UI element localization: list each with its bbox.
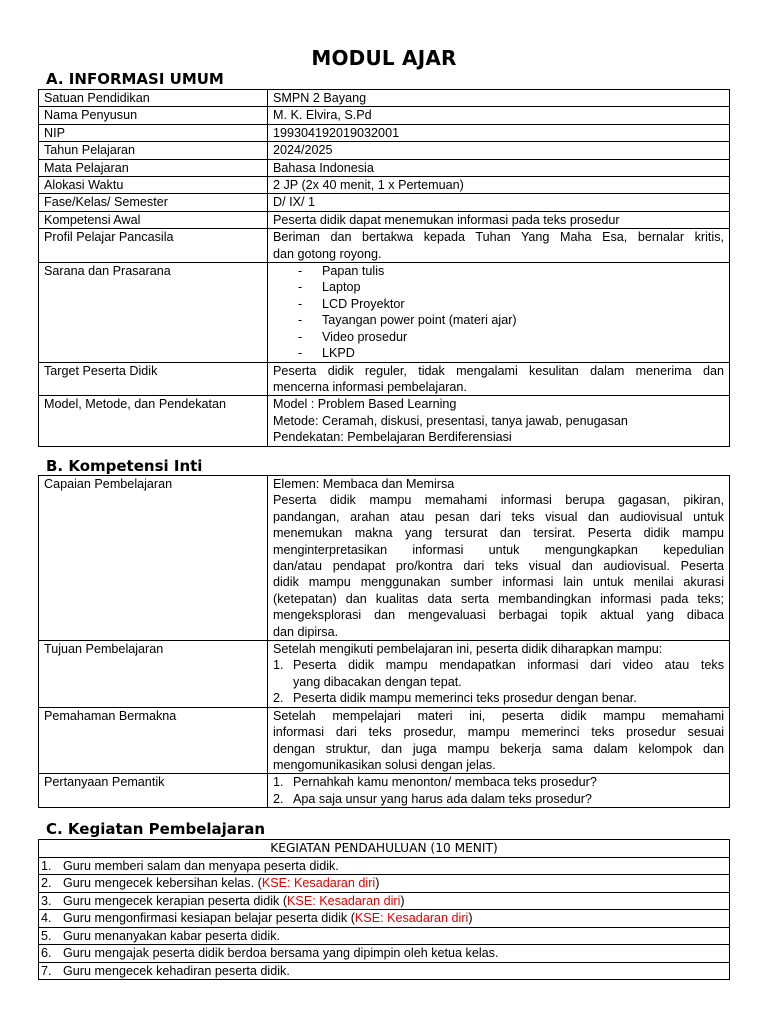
document-title: MODUL AJAR: [311, 46, 457, 70]
target-value: [268, 362, 730, 396]
table-row: [39, 142, 730, 159]
elemen-line: Elemen: Membaca dan Memirsa: [273, 477, 455, 491]
pemahaman-value: [268, 707, 730, 774]
dash-bullet: -: [298, 296, 303, 311]
table-header-row: [39, 840, 730, 858]
dash-bullet: -: [298, 329, 303, 344]
informasi-umum-table: [38, 89, 730, 447]
model-label: Model, Metode, dan Pendekatan: [39, 396, 268, 446]
table-row: [39, 641, 730, 708]
item-number: 2.: [273, 791, 284, 806]
capaian-line: dan/atau pendapat pro/kontra dari teks visual dan audiovisual. Peserta: [273, 559, 724, 574]
list-item: [273, 791, 724, 807]
sarana-label: Sarana dan Prasarana: [39, 263, 268, 362]
table-row: [39, 892, 730, 910]
capaian-label: Capaian Pembelajaran: [39, 476, 268, 641]
kompetensi-inti-table: [38, 475, 730, 808]
row-label: Alokasi Waktu: [39, 177, 268, 194]
table-row: [39, 124, 730, 141]
list-item-text: Laptop: [322, 280, 361, 295]
profil-value: [268, 229, 730, 263]
pertanyaan-value: [268, 774, 730, 808]
pemahaman-line: informasi dari teks prosedur, mampu memerinci teks prosedur sesuai: [273, 725, 724, 740]
list-item: [273, 329, 724, 345]
capaian-line: menemukan makna yang tersurat dan tersirat. Peserta didik mampu: [273, 526, 724, 541]
row-value: Peserta didik dapat menemukan informasi pada teks prosedur: [268, 211, 730, 228]
sarana-list: [273, 263, 724, 361]
pertanyaan-label: Pertanyaan Pemantik: [39, 774, 268, 808]
section-a-heading: A. INFORMASI UMUM: [46, 70, 224, 88]
item-number: 1.: [273, 775, 284, 790]
pemahaman-line: Setelah mempelajari materi ini, peserta didik mampu memahami: [273, 708, 724, 723]
item-text: Guru menanyakan kabar peserta didik.: [63, 928, 281, 943]
row-label: Fase/Kelas/ Semester: [39, 194, 268, 211]
capaian-line: menginterpretasikan informasi untuk mengungkapkan kepedulian: [273, 542, 724, 557]
target-label: Target Peserta Didik: [39, 362, 268, 396]
list-item-text: LKPD: [322, 346, 355, 361]
row-value: 199304192019032001: [268, 124, 730, 141]
table-row: [39, 90, 730, 107]
item-number: 6.: [41, 946, 52, 960]
item-line: yang dibacakan dengan tepat.: [293, 674, 462, 689]
row-value: SMPN 2 Bayang: [268, 90, 730, 107]
item-text: Guru mengecek kebersihan kelas. (: [63, 876, 262, 890]
capaian-line: pandangan, arahan atau pesan dari teks visual dan audiovisual untuk: [273, 509, 724, 524]
table-row: [39, 927, 730, 945]
row-value: D/ IX/ 1: [268, 194, 730, 211]
pemahaman-label: Pemahaman Bermakna: [39, 707, 268, 774]
table-row: [39, 910, 730, 928]
item-number: 1.: [273, 658, 284, 673]
table-row: [39, 945, 730, 963]
table-row: [39, 229, 730, 263]
capaian-line: dan dipirsa.: [273, 624, 339, 639]
row-value: 2 JP (2x 40 menit, 1 x Pertemuan): [268, 177, 730, 194]
close-paren: ): [400, 893, 405, 908]
list-item: [273, 279, 724, 295]
tujuan-label: Tujuan Pembelajaran: [39, 641, 268, 708]
item-text: Guru mengecek kerapian peserta didik (: [63, 893, 288, 908]
item-number: 1.: [41, 858, 52, 873]
capaian-value: [268, 476, 730, 641]
kse-tag: KSE: Kesadaran diri: [287, 893, 401, 908]
list-item: [273, 657, 724, 690]
profil-line: Beriman dan bertakwa kepada Tuhan Yang Maha Esa, bernalar kritis,: [273, 230, 724, 245]
row-label: NIP: [39, 124, 268, 141]
section-b-heading: B. Kompetensi Inti: [46, 457, 203, 475]
item-number: 2.: [41, 876, 52, 890]
row-label: Satuan Pendidikan: [39, 90, 268, 107]
row-value: 2024/2025: [268, 142, 730, 159]
item-text: Apa saja unsur yang harus ada dalam teks prosedur?: [293, 791, 592, 806]
profil-label: Profil Pelajar Pancasila: [39, 229, 268, 263]
row-label: Mata Pelajaran: [39, 159, 268, 176]
table-row: [39, 362, 730, 396]
table-row: [39, 962, 730, 980]
item-text: Guru memberi salam dan menyapa peserta didik.: [63, 858, 339, 873]
row-label: Tahun Pelajaran: [39, 142, 268, 159]
metode-line: Metode: Ceramah, diskusi, presentasi, tanya jawab, penugasan: [273, 413, 628, 428]
close-paren: ): [468, 911, 473, 925]
kse-tag: KSE: Kesadaran diri: [354, 911, 469, 925]
close-paren: ): [375, 876, 380, 890]
table-row: [39, 396, 730, 446]
model-line: Model : Problem Based Learning: [273, 397, 457, 412]
table-row: [39, 857, 730, 875]
tujuan-value: [268, 641, 730, 708]
table-row: [39, 177, 730, 194]
pemahaman-line: mengomunikasikan solusi dengan jelas.: [273, 757, 496, 772]
item-number: 7.: [41, 963, 52, 978]
table-row: [39, 107, 730, 124]
row-value: M. K. Elvira, S.Pd: [268, 107, 730, 124]
row-label: Nama Penyusun: [39, 107, 268, 124]
list-item-text: LCD Proyektor: [322, 296, 405, 311]
pemahaman-line: dengan struktur, dan juga mampu bekerja sama dalam kelompok dan: [273, 741, 724, 756]
table-row: [39, 774, 730, 808]
table-row: [39, 211, 730, 228]
kegiatan-header: KEGIATAN PENDAHULUAN (10 MENIT): [39, 840, 730, 858]
table-row: [39, 707, 730, 774]
model-value: [268, 396, 730, 446]
section-c-heading: C. Kegiatan Pembelajaran: [46, 820, 266, 838]
table-row: [39, 159, 730, 176]
list-item: [273, 690, 724, 706]
item-text: Guru mengajak peserta didik berdoa bersama yang dipimpin oleh ketua kelas.: [63, 946, 499, 960]
kegiatan-table: [38, 839, 730, 980]
pertanyaan-list: [273, 774, 724, 807]
sarana-value: [268, 263, 730, 362]
target-line: Peserta didik reguler, tidak mengalami kesulitan dalam menerima dan: [273, 363, 724, 378]
table-row: [39, 194, 730, 211]
list-item-text: Video prosedur: [322, 329, 408, 344]
capaian-line: didik mampu menggunakan sumber informasi lain untuk menilai akurasi: [273, 575, 724, 590]
item-text: Guru mengecek kehadiran peserta didik.: [63, 963, 290, 978]
target-line: mencerna informasi pembelajaran.: [273, 379, 467, 394]
list-item: [273, 296, 724, 312]
dash-bullet: -: [298, 280, 303, 295]
item-line: Peserta didik mampu memerinci teks prosedur dengan benar.: [293, 691, 637, 706]
pendekatan-line: Pendekatan: Pembelajaran Berdiferensiasi: [273, 430, 512, 445]
dash-bullet: -: [298, 346, 303, 361]
list-item: [273, 774, 724, 790]
capaian-line: mengeksplorasi dan mengevaluasi berbagai topik aktual yang dibaca: [273, 608, 724, 623]
item-line: Peserta didik mampu mendapatkan informasi dari video atau teks: [293, 658, 724, 673]
item-number: 2.: [273, 691, 284, 706]
list-item: [273, 263, 724, 279]
list-item-text: Tayangan power point (materi ajar): [322, 313, 517, 328]
table-row: [39, 875, 730, 893]
row-value: Bahasa Indonesia: [268, 159, 730, 176]
tujuan-list: [273, 657, 724, 706]
item-number: 5.: [41, 928, 52, 943]
table-row: [39, 263, 730, 362]
list-item: [273, 345, 724, 361]
dash-bullet: -: [298, 313, 303, 328]
profil-line: dan gotong royong.: [273, 246, 382, 261]
item-number: 3.: [41, 893, 52, 908]
item-text: Pernahkah kamu menonton/ membaca teks prosedur?: [293, 775, 597, 790]
item-number: 4.: [41, 911, 52, 925]
list-item-text: Papan tulis: [322, 264, 385, 279]
capaian-line: (ketepatan) dan kualitas data serta membandingkan informasi pada teks;: [273, 591, 724, 606]
table-row: [39, 476, 730, 641]
row-label: Kompetensi Awal: [39, 211, 268, 228]
list-item: [273, 312, 724, 328]
kse-tag: KSE: Kesadaran diri: [261, 876, 376, 890]
tujuan-intro: Setelah mengikuti pembelajaran ini, peserta didik diharapkan mampu:: [273, 642, 663, 657]
item-text: Guru mengonfirmasi kesiapan belajar peserta didik (: [63, 911, 355, 925]
capaian-line: Peserta didik mampu memahami informasi berupa gagasan, pikiran,: [273, 493, 724, 508]
dash-bullet: -: [298, 264, 303, 279]
